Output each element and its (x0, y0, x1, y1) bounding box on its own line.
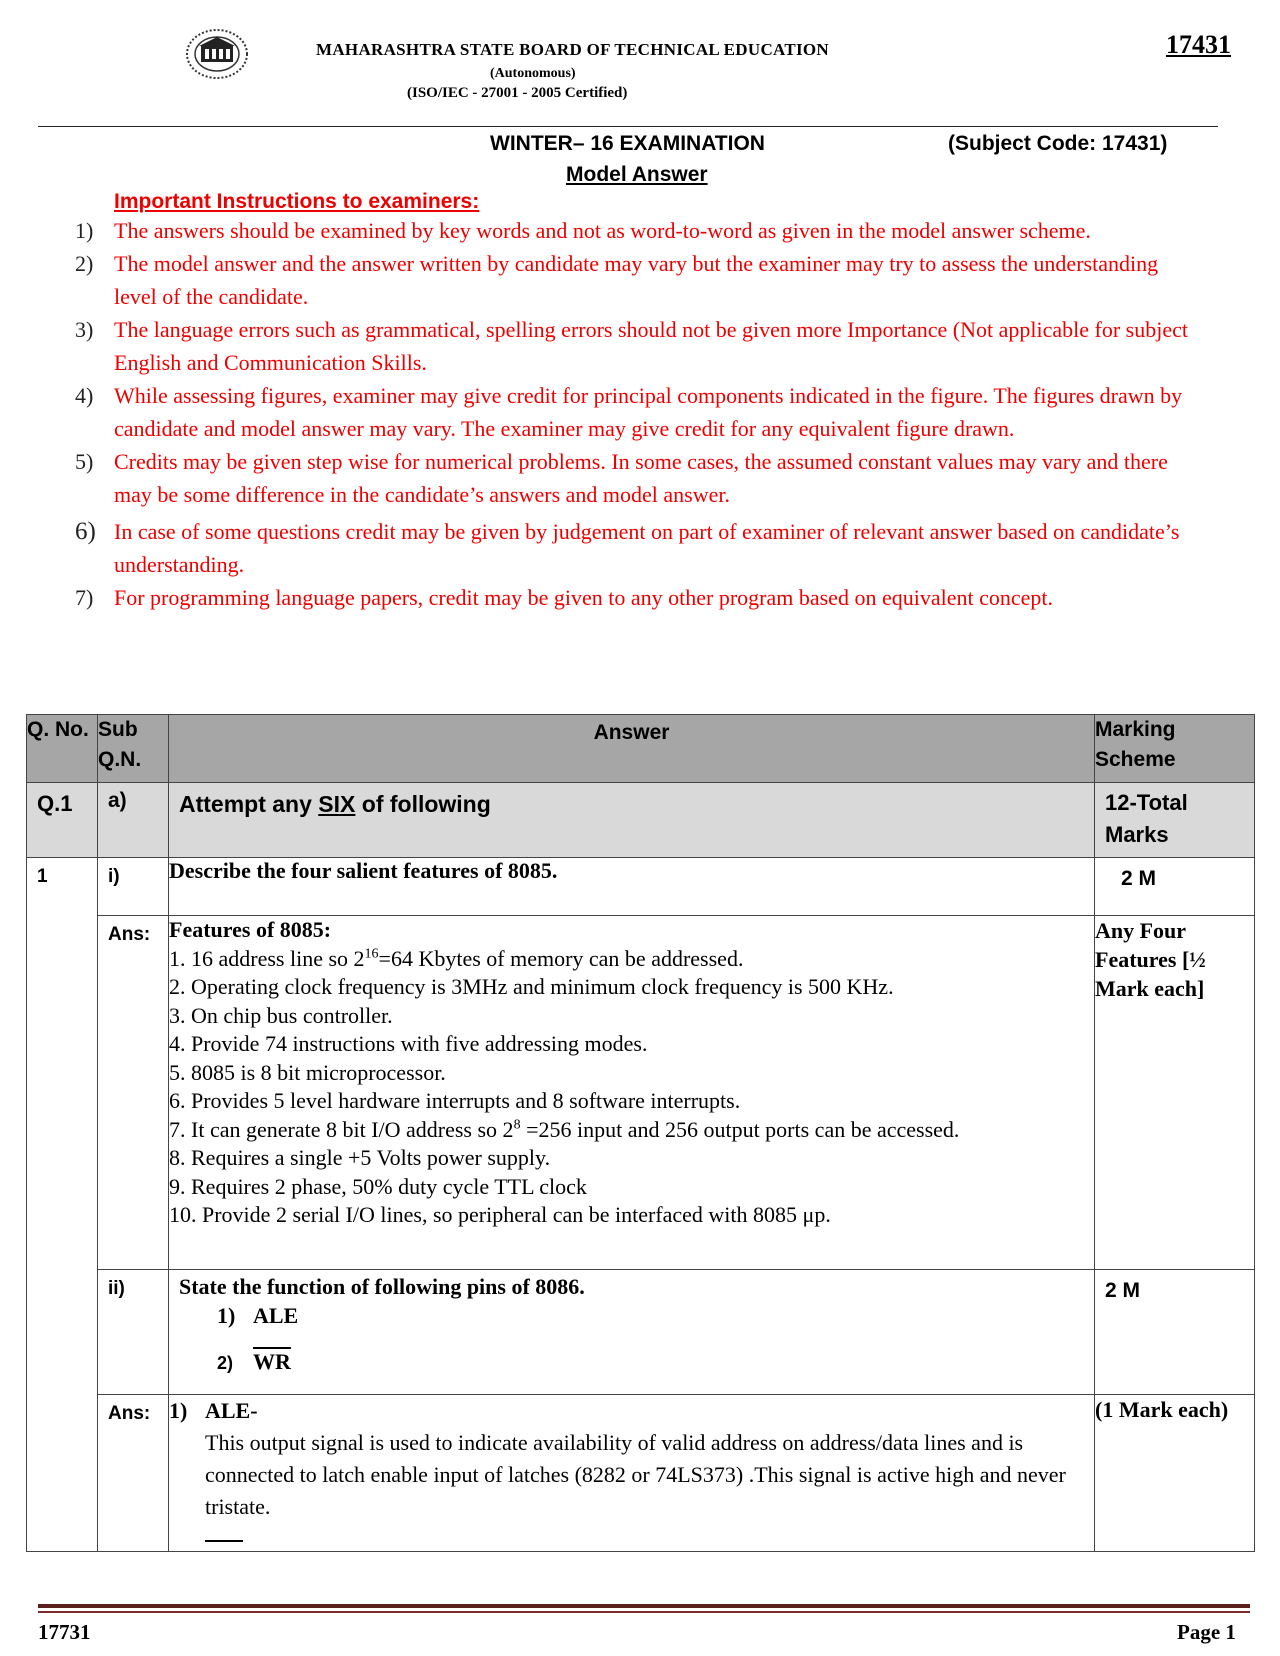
header-marking-scheme: Marking Scheme (1095, 715, 1255, 783)
section-instruction: Attempt any SIX of following (169, 783, 1095, 858)
exam-title: WINTER– 16 EXAMINATION (490, 132, 765, 155)
question-cell (169, 1270, 1095, 1395)
page-number: Page 1 (1177, 1620, 1236, 1644)
instruction-item: 4) While assessing figures, examiner may give credit for principal components indicated in the figure. The figures drawn by candidate and model answer may vary. The examiner may give credit for any equivalent figure drawn. (75, 383, 1183, 441)
ale-description: This output signal is used to indicate availability of valid address on address/data lines and is connected to latch enable input of latches (8282 or 74LS373) .This signal is active high and never tristate. (205, 1430, 1066, 1519)
answer-features (169, 916, 1095, 1270)
header-answer: Answer (169, 715, 1095, 783)
answer-ale (169, 1395, 1095, 1552)
q-number: 1 (27, 858, 98, 1552)
feature-item: 3. On chip bus controller. (169, 1002, 393, 1028)
pin-item: 2) $\overline{WR}$ (217, 1349, 291, 1374)
autonomous-label: (Autonomous) (490, 66, 576, 81)
feature-item: 7. It can generate 8 bit I/O address so $2^8 =256$ input and 256 output ports can be accessed. (169, 1116, 960, 1142)
answer-label: Ans: (98, 916, 169, 1270)
msbte-logo (183, 26, 251, 82)
table-row (27, 1395, 1255, 1552)
overline-mark (169, 1519, 1094, 1551)
pin-item: 1) ALE (217, 1303, 299, 1328)
table-row (27, 916, 1255, 1270)
question-text: Describe the four salient features of 8085. (169, 858, 1095, 916)
instruction-item: 5) Credits may be given step wise for numerical problems. In some cases, the assumed constant values may vary and there may be some difference in the candidate’s answers and model answer. (75, 449, 1168, 507)
footer-divider-thin (38, 1611, 1250, 1613)
table-row (27, 1270, 1255, 1395)
features-title: Features of 8085: (169, 917, 332, 942)
header-sub-qn: Sub Q.N. (98, 715, 169, 783)
instructions-heading: Important Instructions to examiners: (114, 190, 480, 213)
sub-q-number: i) (98, 858, 169, 916)
answer-marks: (1 Mark each) (1095, 1395, 1255, 1552)
answer-marks: Any Four Features [½ Mark each] (1095, 916, 1255, 1270)
board-name: MAHARASHTRA STATE BOARD OF TECHNICAL EDUCATION (316, 40, 830, 59)
instruction-item: 2) The model answer and the answer written by candidate may vary but the examiner may try to assess the understanding level of the candidate. (75, 251, 1159, 309)
feature-item: 6. Provides 5 level hardware interrupts and 8 software interrupts. (169, 1088, 741, 1113)
feature-item: 8. Requires a single +5 Volts power supply. (169, 1145, 551, 1170)
instruction-item: 3) The language errors such as grammatical, spelling errors should not be given more Importance (Not applicable for subject English and Communication Skills. (75, 317, 1188, 375)
sub-q-number: a) (98, 783, 169, 858)
instructions-list (70, 214, 1200, 614)
footer-divider (38, 1604, 1250, 1608)
paper-code: 17431 (1166, 30, 1231, 59)
total-marks: 12-Total Marks (1095, 783, 1255, 858)
subject-code: (Subject Code: 17431) (948, 132, 1168, 155)
table-row (27, 783, 1255, 858)
feature-item: 5. 8085 is 8 bit microprocessor. (169, 1059, 446, 1085)
instruction-item: 7) For programming language papers, credit may be given to any other program based on equivalent concept. (75, 585, 1053, 610)
header-divider (38, 126, 1218, 127)
table-row (27, 858, 1255, 916)
feature-item: 10. Provide 2 serial I/O lines, so peripheral can be interfaced with 8085 μp. (169, 1202, 831, 1227)
table-header-row (27, 715, 1255, 783)
feature-item: 2. Operating clock frequency is 3MHz and minimum clock frequency is 500 KHz. (169, 974, 894, 999)
header-q-no: Q. No. (27, 715, 98, 783)
answer-label: Ans: (98, 1395, 169, 1552)
question-marks: 2 M (1095, 858, 1255, 916)
instruction-item: 1) The answers should be examined by key words and not as word-to-word as given in the model answer scheme. (75, 218, 1091, 243)
question-text: State the function of following pins of 8086. (179, 1274, 585, 1299)
ale-title: 1) ALE- (169, 1398, 258, 1423)
feature-item: 9. Requires 2 phase, 50% duty cycle TTL clock (169, 1173, 587, 1199)
footer-code: 17731 (38, 1620, 91, 1644)
question-marks: 2 M (1095, 1270, 1255, 1395)
feature-item: 1. 16 address line so $2^{16}=64$ Kbytes of memory can be addressed. (169, 945, 744, 971)
q-number: Q.1 (27, 783, 98, 858)
answer-table (26, 714, 1255, 1552)
instruction-item: 6) In case of some questions credit may be given by judgement on part of examiner of relevant answer based on candidate’s understanding. (75, 518, 1180, 577)
model-answer-title: Model Answer (566, 163, 708, 186)
sub-q-number: ii) (98, 1270, 169, 1395)
pin-list (169, 1300, 1094, 1379)
feature-item: 4. Provide 74 instructions with five addressing modes. (169, 1031, 648, 1056)
certification-label: (ISO/IEC - 27001 - 2005 Certified) (407, 85, 628, 101)
